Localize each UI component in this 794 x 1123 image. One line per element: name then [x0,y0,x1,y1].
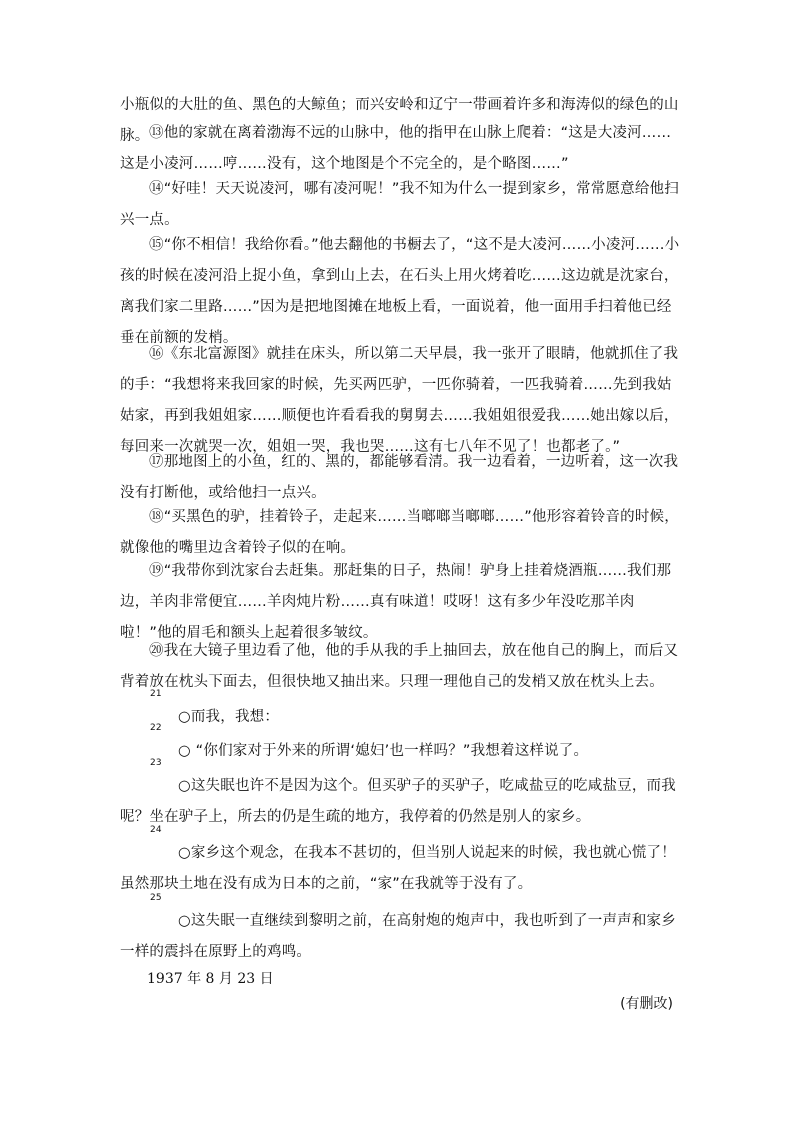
paragraph-19: ⑲“我带你到沈家台去赶集。那赶集的日子，热闹！驴身上挂着烧酒瓶……我们那边，羊肉非常便宜……羊肉炖片粉……真有味道！哎呀！这有多少年没吃那羊肉啦！”他的眉毛和额头上起着很多皱纹。 [120,563,672,641]
paragraph-22: 22 ○ “你们家对于外来的所谓‘媳妇’也一样吗？”我想着这样说了。 [120,736,680,767]
paragraph-14: ⑭“好哇！天天说凌河，哪有凌河呢！”我不知为什么一提到家乡，常常愿意给他扫兴一点。 [120,181,679,228]
paragraph-18: ⑱“买黑色的驴，挂着铃子，走起来……当啷啷当啷啷……”他形容着铃音的时候，就像他的嘴里边含着铃子似的在响。 [120,509,679,556]
paragraph-20: ⑳我在大镜子里边看了他，他的手从我的手上抽回去，放在他自己的胸上，而后又背着放在枕头下面去，但很快地又抽出来。只理一理他自己的发梢又放在枕头上去。 [120,643,679,690]
paragraph-15: ⑮“你不相信！我给你看。”他去翻他的书橱去了，“这不是大凌河……小凌河……小孩的时候在凌河沿上捉小鱼，拿到山上去，在石头上用火烤着吃……这边就是沈家台，离我们家二里路……”因为是把地图摊在地板上看，一面说着，他一面用手扫着他已经垂在前额的发梢。 [120,237,680,346]
paragraph-21: 21 ○而我，我想： [120,702,680,733]
paragraph-25: 25 ○这失眠一直继续到黎明之前，在高射炮的炮声中，我也听到了一声声和家乡一样的震抖在原野上的鸡鸣。 [120,893,676,960]
edit-note: (有删改) [620,996,673,1012]
paragraph-number-22: 22 ○ [150,723,191,759]
paragraph-17: ⑰那地图上的小鱼，红的、黑的，都能够看清。我一边看着，一边听着，这一次我没有打断他，或给他扫一点兴。 [120,454,679,501]
article-date: 1937 年 8 月 23 日 [147,971,274,987]
paragraph-13: ⑬他的家就在离着渤海不远的山脉中，他的指甲在山脉上爬着：“这是大凌河……这是小凌河……哼……没有，这个地图是个不完全的，是个略图……” [120,125,672,172]
paragraph-number-23: 23 ○ [150,758,191,794]
paragraph-number-21: 21 ○ [150,689,191,725]
paragraph-number-25: 25 ○ [150,893,191,929]
paragraph-23: 23 ○这失眠也许不是因为这个。但买驴子的买驴子，吃咸盐豆的吃咸盐豆，而我呢？坐在驴子上，所去的仍是生疏的地方，我停着的仍然是别人的家乡。 [120,758,676,825]
paragraph-number-24: 24 ○ [150,825,191,861]
paragraph-16: ⑯《东北富源图》就挂在床头，所以第二天早晨，我一张开了眼睛，他就抓住了我的手：“我想将来我回家的时候，先买两匹驴，一匹你骑着，一匹我骑着……先到我姑姑家，再到我姐姐家……顺便也许看看我的舅舅去……我姐姐很爱我……她出嫁以后，每回来一次就哭一次，姐姐一哭，我也哭……这有七八年不见了！也都老了。” [120,346,679,455]
paragraph-12-end: 小瓶似的大肚的鱼、黑色的大鲸鱼；而兴安岭和辽宁一带画着许多和海涛似的绿色的山脉。 [120,97,679,144]
paragraph-24: 24 ○家乡这个观念，在我本不甚切的，但当别人说起来的时候，我也就心慌了！虽然那块土地在没有成为日本的之前，“家”在我就等于没有了。 [120,825,676,892]
